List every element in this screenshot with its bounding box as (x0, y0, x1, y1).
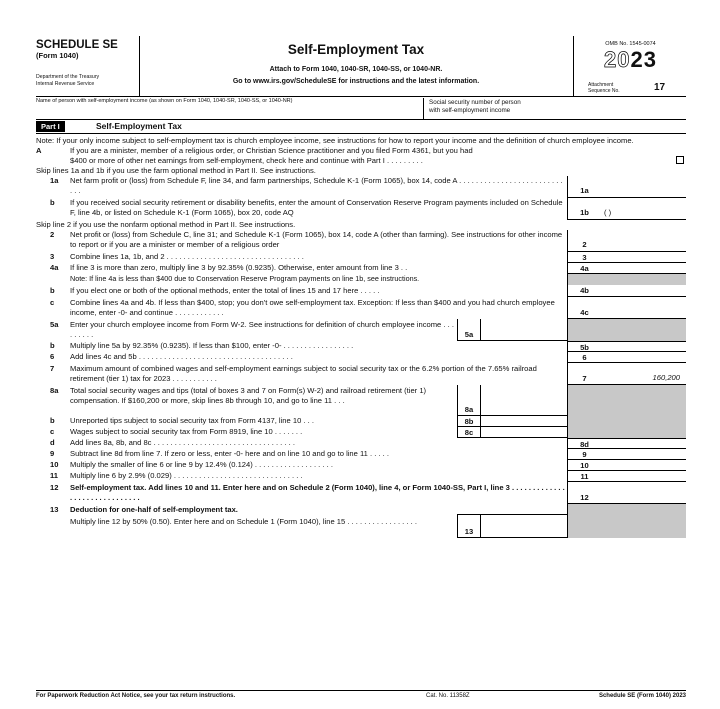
line-11: 11 Multiply line 6 by 2.9% (0.029) . . . . . . . . . . . . . . . . . . . . . . . . . . . . . . . 11 (36, 471, 686, 482)
line-4a: 4a If line 3 is more than zero, multiply line 3 by 92.35% (0.9235). Otherwise, enter amount from line 3 . . 4a (36, 263, 686, 274)
line-4b: b If you elect one or both of the optional methods, enter the total of lines 15 and 17 here . . . . . 4b (36, 285, 686, 297)
form-title: Self-Employment Tax (287, 42, 425, 57)
line-4c: c Combine lines 4a and 4b. If less than $400, stop; you don't owe self-employment tax. Exception: If less than $400 and you had church employee income, enter -0- and continue . . . . . . . . . . . . 4c (36, 297, 686, 319)
ssn-label-line2: with self-employment income (429, 106, 511, 114)
name-ssn-row (36, 97, 686, 120)
part-label: Part I (36, 121, 65, 132)
line-5b-amount[interactable] (601, 341, 686, 352)
skip-instruction-farm: Skip lines 1a and 1b if you use the farm optional method in Part II. See instructions. (36, 166, 316, 175)
line-4b-amount[interactable] (601, 285, 686, 297)
line-10-amount[interactable] (601, 460, 686, 471)
attach-instruction: Attach to Form 1040, 1040-SR, 1040-SS, or 1040-NR. (269, 66, 443, 73)
line-7-amount: 160,200 (601, 363, 686, 385)
line-4a-note: Note: If line 4a is less than $400 due to Conservation Reserve Program payments on line 1b, see instructions. (36, 274, 686, 285)
sequence-number: 17 (654, 82, 666, 93)
form-lines (36, 146, 686, 538)
line-8c-amount[interactable] (481, 427, 567, 438)
paperwork-notice: For Paperwork Reduction Act Notice, see your tax return instructions. (36, 693, 236, 699)
catalog-number: Cat. No. 11358Z (426, 693, 470, 699)
line-4a-amount[interactable] (601, 263, 686, 274)
line-8b: b Unreported tips subject to social security tax from Form 4137, line 10 . . . 8b (36, 416, 686, 427)
minister-checkbox[interactable] (676, 156, 684, 164)
line-1b: b If you received social security retirement or disability benefits, enter the amount of Conservation Reserve Program payments included on Schedule F, line 4b, or listed on Schedule K-1 (Form 1065), box 20, code AQ 1b ( ) (36, 198, 686, 220)
line-13-amount[interactable] (481, 514, 567, 538)
line-8a: 8a Total social security wages and tips (total of boxes 3 and 7 on Form(s) W-2) and railroad retirement (tier 1) compensation. If $160,200 or more, skip lines 8b through 10, and go to line 11 . . . 8a (36, 385, 686, 416)
line-number: A (36, 146, 42, 155)
line-12: 12 Self-employment tax. Add lines 10 and 11. Enter here and on Schedule 2 (Form 1040), line 4, or Form 1040-SS, Part I, line 3 . . . . . . . . . . . . . . . . . . . . . . . . . . . . . . 12 (36, 482, 686, 504)
website-instruction: Go to www.irs.gov/ScheduleSE for instructions and the latest information. (232, 78, 480, 85)
footer-form-id: Schedule SE (Form 1040) 2023 (598, 693, 686, 699)
form-reference: (Form 1040) (36, 51, 79, 60)
omb-block (573, 36, 687, 96)
line-12-amount[interactable] (601, 482, 686, 504)
name-field[interactable] (36, 98, 424, 119)
skip-instruction-nonfarm: Skip line 2 if you use the nonfarm optional method in Part II. See instructions. (36, 220, 296, 229)
part-title: Self-Employment Tax (96, 121, 182, 131)
line-6: 6 Add lines 4c and 5b . . . . . . . . . . . . . . . . . . . . . . . . . . . . . . . . . . . . . 6 (36, 352, 686, 363)
line-8d: d Add lines 8a, 8b, and 8c . . . . . . . . . . . . . . . . . . . . . . . . . . . . . . . . . . 8d (36, 438, 686, 449)
line-8d-amount[interactable] (601, 438, 686, 449)
tax-year: 2023 (604, 47, 657, 72)
line-8c: c Wages subject to social security tax from Form 8919, line 10 . . . . . . . 8c (36, 427, 686, 438)
form-title-block (140, 36, 572, 96)
line-2: 2 Net profit or (loss) from Schedule C, line 31; and Schedule K-1 (Form 1065), box 14, code A (other than farming). See instructions for other income to report or if you are a minister or member of a religious order 2 (36, 230, 686, 252)
name-field-label: Name of person with self-employment income (as shown on Form 1040, 1040-SR, 1040-SS, or 1040-NR) (36, 98, 293, 104)
line-3-amount[interactable] (601, 252, 686, 263)
ssn-field[interactable] (429, 99, 521, 114)
line-1b-amount[interactable]: ( ) (601, 198, 686, 220)
line-a-text: If you are a minister, member of a religious order, or Christian Science practitioner and you filed Form 4361, but you had $400 or more of other net earnings from self-employment, check here and continue with Part I . . . . . . . . . (70, 146, 473, 165)
form-id-block (36, 36, 140, 96)
part-heading (36, 120, 686, 134)
line-8a-amount[interactable] (481, 385, 567, 416)
line-5a: 5a Enter your church employee income from Form W-2. See instructions for definition of church employee income . . . . . . . . . 5a (36, 319, 686, 341)
line-5a-amount[interactable] (481, 319, 567, 341)
line-4c-amount[interactable] (601, 297, 686, 319)
ssn-label-line1: Social security number of person (429, 99, 521, 106)
line-1a: 1a Net farm profit or (loss) from Schedule F, line 34, and farm partnerships, Schedule K-1 (Form 1065), box 14, code A . . . . . . . . . . . . . . . . . . . . . . . . . . . . 1a (36, 176, 686, 198)
line-11-amount[interactable] (601, 471, 686, 482)
attachment-sequence-label: Attachment Sequence No. (588, 82, 620, 94)
line-10: 10 Multiply the smaller of line 6 or line 9 by 12.4% (0.124) . . . . . . . . . . . . . . . . . . . 10 (36, 460, 686, 471)
form-footer (36, 690, 686, 699)
line-6-amount[interactable] (601, 352, 686, 363)
schedule-se-form (36, 36, 686, 699)
line-2-amount[interactable] (601, 230, 686, 252)
schedule-name: SCHEDULE SE (36, 39, 118, 51)
line-a (36, 146, 686, 166)
line-9: 9 Subtract line 8d from line 7. If zero or less, enter -0- here and on line 10 and go to line 11 . . . . . 9 (36, 449, 686, 460)
line-8b-amount[interactable] (481, 416, 567, 427)
line-9-amount[interactable] (601, 449, 686, 460)
line-3: 3 Combine lines 1a, 1b, and 2 . . . . . . . . . . . . . . . . . . . . . . . . . . . . . . . . . 3 (36, 252, 686, 263)
line-13: 13 Deduction for one-half of self-employment tax. Multiply line 12 by 50% (0.50). Enter here and on Schedule 1 (Form 1040), line 15 . . . . . . . . . . . . . . . . . 13 (36, 504, 686, 538)
line-5b: b Multiply line 5a by 92.35% (0.9235). If less than $100, enter -0- . . . . . . . . . . . . . . . . . 5b (36, 341, 686, 352)
intro-note: Note: If your only income subject to self-employment tax is church employee income, see instructions for how to report your income and the definition of church employee income. (36, 136, 634, 145)
line-1a-amount[interactable] (601, 176, 686, 198)
omb-number: OMB No. 1545-0074 (605, 41, 656, 47)
form-header (36, 36, 686, 97)
line-7: 7 Maximum amount of combined wages and self-employment earnings subject to social security tax or the 6.2% portion of the 7.65% railroad retirement (tier 1) tax for 2023 . . . . . . . . . . . 7 160,200 (36, 363, 686, 385)
department-label: Department of the Treasury Internal Revenue Service (36, 74, 100, 87)
